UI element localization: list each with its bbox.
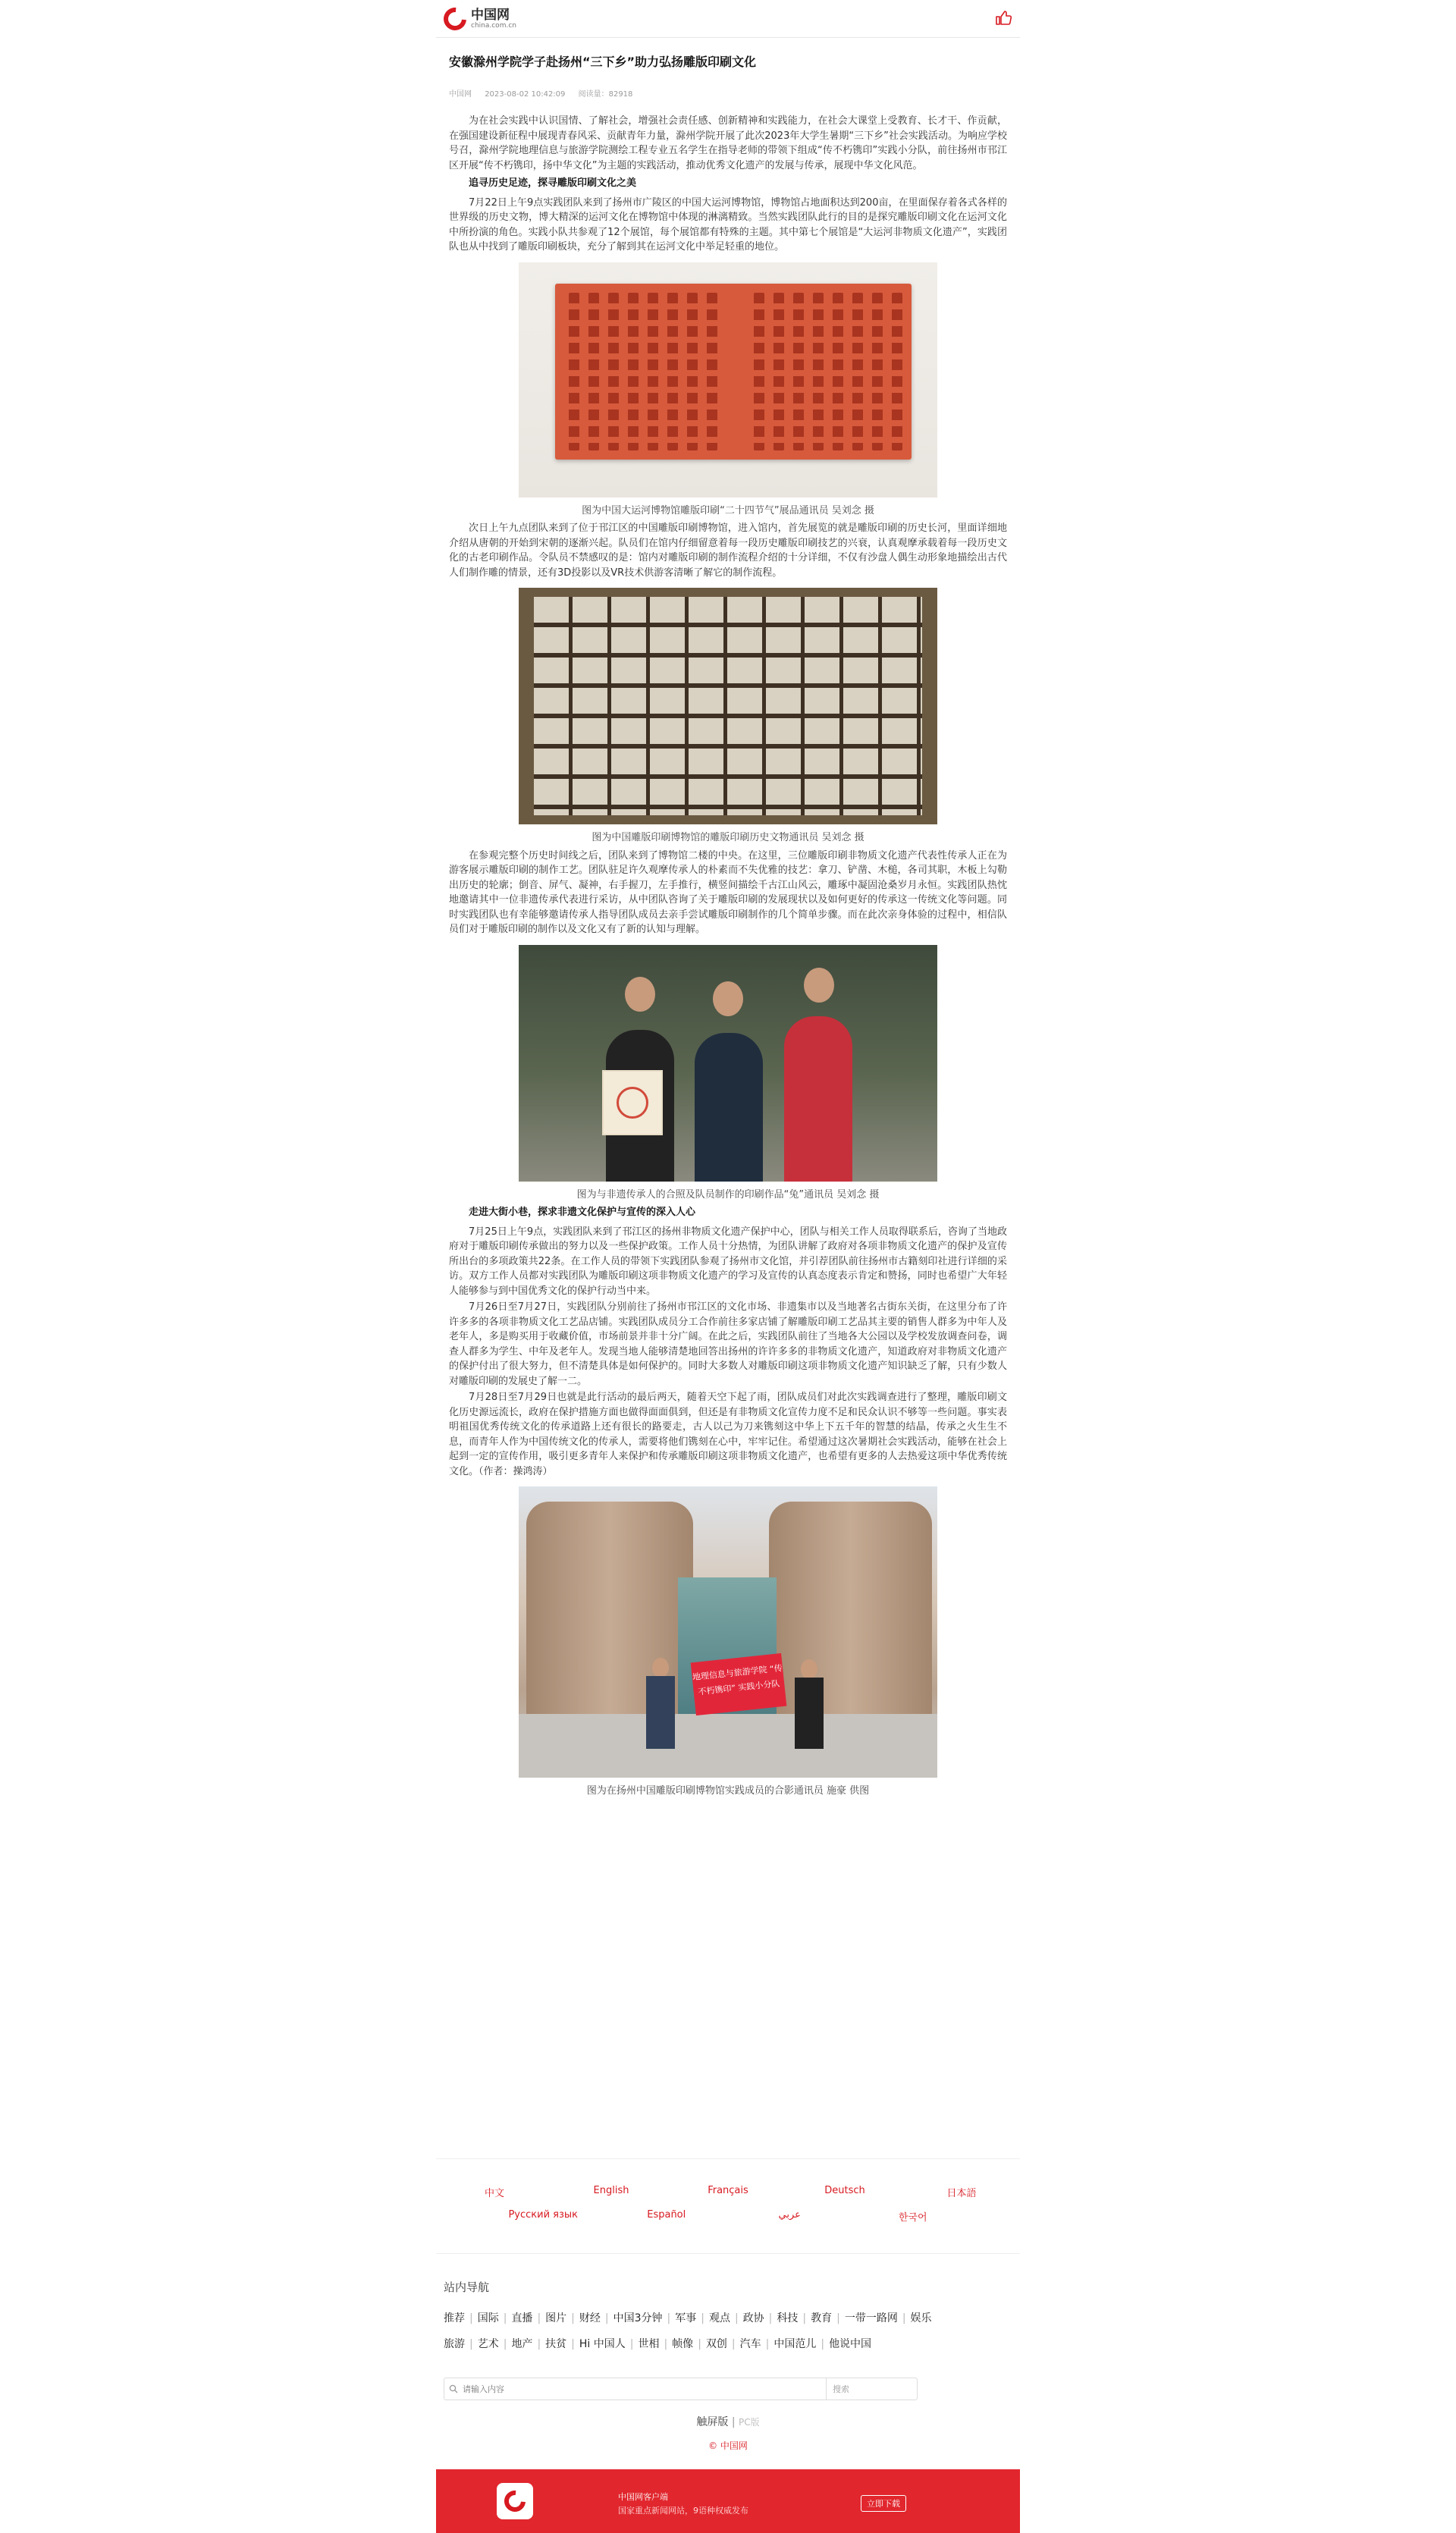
lang-link[interactable]: عربي <box>778 2209 801 2221</box>
nav-link[interactable]: | 财经 <box>571 2305 601 2331</box>
print-artwork-image <box>602 1070 663 1135</box>
site-nav-title: 站内导航 <box>444 2280 490 2294</box>
site-nav-row <box>444 2305 1012 2331</box>
nav-link[interactable]: | 国际 <box>469 2305 499 2331</box>
lang-link[interactable]: Deutsch <box>824 2185 865 2196</box>
app-name: 中国网客户端 <box>618 2492 668 2502</box>
article-source: 中国网 <box>449 90 472 99</box>
paragraph: 为在社会实践中认识国情、了解社会，增强社会责任感、创新精神和实践能力，在社会大课堂上受教育、长才干、作贡献，在强国建设新征程中展现青春风采、贡献青年力量，滁州学院开展了此次2023年大学生暑期“三下乡”社会实践活动。为响应学校号召，滁州学院地理信息与旅游学院测绘工程专业五名学生在指导老师的带领下组成“传不朽镌印”实践小分队，前往扬州市邗江区开展“传不朽镌印，扬中华文化”为主题的实践活动，推动优秀文化遗产的发展与传承，展现中华文化风范。 <box>449 115 1007 171</box>
article-read-count: 阅读量：82918 <box>578 90 633 99</box>
lang-link[interactable]: 日本語 <box>946 2188 977 2199</box>
paragraph: 7月22日上午9点实践团队来到了扬州市广陵区的中国大运河博物馆，博物馆占地面积达到200亩，在里面保存着各式各样的世界级的历史文物，博大精深的运河文化在博物馆中体现的淋漓精致。当然实践团队此行的目的是探究雕版印刷文化在运河文化中所扮演的角色。实践小队共参观了12个展馆，每个展馆都有特殊的主题。其中第七个展馆是“大运河非物质文化遗产”，实践团队也从中找到了雕版印刷板块，充分了解到其在运河文化中举足轻重的地位。 <box>449 196 1007 253</box>
lang-link[interactable]: Français <box>708 2185 748 2196</box>
app-download-button[interactable]: 立即下载 <box>861 2495 906 2512</box>
nav-link[interactable]: | Hi 中国人 <box>571 2331 626 2357</box>
logo-text <box>471 8 516 30</box>
nav-link[interactable]: | 他说中国 <box>821 2331 871 2357</box>
version-switch <box>436 2414 1020 2429</box>
app-desc: 国家重点新闻网站，9语种权威发布 <box>618 2506 748 2516</box>
person <box>795 1678 824 1749</box>
search-icon <box>444 2384 463 2393</box>
person-head <box>713 981 743 1016</box>
photo-caption: 图为与非遗传承人的合照及队员制作的印刷作品“兔”通讯员 吴刘念 摄 <box>576 1188 880 1201</box>
nav-link[interactable]: | 中国范儿 <box>766 2331 817 2357</box>
nav-link[interactable]: | 教育 <box>802 2305 832 2331</box>
photo-group-with-inheritor <box>519 945 937 1182</box>
language-links <box>436 2158 1020 2254</box>
nav-link[interactable]: 推荐 <box>444 2312 465 2324</box>
paragraph: 7月28日至7月29日也就是此行活动的最后两天，随着天空下起了雨，团队成员们对此次实践调查进行了整理，雕版印刷文化历史源远流长，政府在保护措施方面也做得面面俱到，但还是有非物质文化宣传力度不足和民众认识不够等一些问题。事实表明祖国优秀传统文化的传承道路上还有很长的路要走，古人以己为刀来镌刻这中华上下五千年的智慧的结晶，传承之火生生不息，而青年人作为中国传统文化的传承人，需要将他们镌刻在心中，牢牢记住。希望通过这次暑期社会实践活动，能够在社会上起到一定的宣传作用，吸引更多青年人来保护和传承雕版印刷这项非物质文化遗产，也希望有更多的人去热爱这项中华优秀传统文化。（作者：操鸿涛） <box>449 1392 1007 1477</box>
nav-link[interactable]: | 汽车 <box>732 2331 761 2357</box>
lang-link[interactable]: 한국어 <box>898 2212 927 2224</box>
photo-movable-type <box>519 588 937 824</box>
nav-link[interactable]: | 娱乐 <box>902 2305 932 2331</box>
logo-name: 中国网 <box>471 7 510 23</box>
app-logo-icon <box>497 2483 533 2519</box>
museum-building-right <box>769 1502 932 1714</box>
page <box>436 0 1020 2533</box>
team-banner: 地理信息与旅游学院 “传不朽镌印” 实践小分队 <box>691 1653 787 1715</box>
search-button[interactable]: 搜索 <box>826 2378 917 2400</box>
person-head <box>804 968 834 1003</box>
article-body <box>449 114 1007 1802</box>
top-bar <box>436 0 1020 38</box>
nav-link[interactable]: | 双创 <box>698 2331 727 2357</box>
section-heading: 追寻历史足迹，探寻雕版印刷文化之美 <box>469 177 637 189</box>
site-logo[interactable] <box>444 6 535 32</box>
article-title: 安徽滁州学院学子赴扬州“三下乡”助力弘扬雕版印刷文化 <box>449 55 757 69</box>
logo-domain: china.com.cn <box>471 21 516 30</box>
person-head <box>652 1658 669 1678</box>
lang-link[interactable]: 中文 <box>484 2188 504 2199</box>
nav-link[interactable]: | 艺术 <box>469 2331 499 2357</box>
photo-caption: 图为中国大运河博物馆雕版印刷“二十四节气”展品通讯员 吴刘念 摄 <box>582 504 874 516</box>
search-box <box>444 2378 918 2400</box>
photo-caption: 图为在扬州中国雕版印刷博物馆实践成员的合影通讯员 施豪 供图 <box>586 1785 870 1797</box>
person-head <box>625 977 655 1012</box>
paragraph: 在参观完整个历史时间线之后，团队来到了博物馆二楼的中央。在这里，三位雕版印刷非物质文化遗产代表性传承人正在为游客展示雕版印刷的制作工艺。团队驻足许久观摩传承人的朴素而不失优雅的技艺：拿刀、铲凿、木槌，各司其职，木板上勾勒出历史的轮廓；倒音、屏气、凝神，右手握刀，左手推行，横竖间描绘千古江山风云，雕琢中凝固沧桑岁月永恒。实践团队热忱地邀请其中一位非遗传承代表进行采访，从中团队咨询了关于雕版印刷的发展现状以及如何更好的传承这一传统文化等问题。同时实践团队也有幸能够邀请传承人指导团队成员去亲手尝试雕版印刷制作的几个简单步骤。而在此次亲身体验的过程中，相信队员们对于雕版印刷的制作以及文化又有了新的认知与理解。 <box>449 849 1007 935</box>
site-nav <box>444 2305 1012 2357</box>
article-datetime: 2023-08-02 10:42:09 <box>485 90 566 99</box>
paragraph: 次日上午九点团队来到了位于邗江区的中国雕版印刷博物馆，进入馆内，首先展览的就是雕版印刷的历史长河，里面详细地介绍从唐朝的开始到宋朝的逐渐兴起。队员们在馆内仔细留意着每一段历史雕版印刷技艺的兴衰，认真观摩承载着每一段历史文化的古老印刷作品。令队员不禁感叹的是：馆内对雕版印刷的制作流程介绍的十分详细，不仅有沙盘人偶生动形象地描绘出古代人们制作雕的情景，还有3D投影以及VR技术供游客清晰了解它的制作流程。 <box>449 523 1007 579</box>
copyright: © 中国网 <box>708 2440 748 2451</box>
touch-version-link[interactable]: 触屏版 <box>696 2416 729 2428</box>
person <box>646 1676 675 1749</box>
nav-link[interactable]: | 中国3分钟 <box>605 2305 663 2331</box>
nav-link[interactable]: | 观点 <box>701 2305 730 2331</box>
lang-link[interactable]: Русский язык <box>508 2209 579 2221</box>
person-head <box>801 1659 817 1679</box>
nav-link[interactable]: 旅游 <box>444 2338 465 2350</box>
article-meta <box>449 87 1007 99</box>
site-nav-row <box>444 2331 1012 2357</box>
version-separator: | <box>731 2416 736 2428</box>
pc-version-link[interactable]: PC版 <box>739 2417 760 2428</box>
nav-link[interactable]: | 扶贫 <box>537 2331 566 2357</box>
paragraph: 7月26日至7月27日，实践团队分别前往了扬州市邗江区的文化市场、非遗集市以及当地著名古街东关街，在这里分布了许许多多的各项非物质文化工艺品店铺。实践团队成员分工合作前往多家店铺了解雕版印刷工艺品其主要的销售人群多为中年人及老年人，多是购买用于收藏价值，市场前景并非十分广阔。在此之后，实践团队前往了当地各大公园以及学校发放调查问卷，调查人群多为学生、中年及老年人。发现当地人能够清楚地回答出扬州的许许多多的非物质文化遗产，知道政府对非物质文化遗产的保护付出了很大努力，但不清楚具体是如何保护的。同时大多数人对雕版印刷这项非物质文化遗产知识缺乏了解，只有少数人对雕版印刷的发展史了解一二。 <box>449 1301 1007 1387</box>
printing-block-image <box>555 284 912 460</box>
movable-type-grid-image <box>534 597 922 815</box>
nav-link[interactable]: | 世相 <box>630 2331 660 2357</box>
person <box>784 1016 852 1182</box>
person <box>695 1033 763 1182</box>
nav-link[interactable]: | 军事 <box>667 2305 697 2331</box>
search-input[interactable] <box>463 2379 826 2399</box>
nav-link[interactable]: | 图片 <box>537 2305 566 2331</box>
nav-link[interactable]: | 帧像 <box>664 2331 693 2357</box>
nav-link[interactable]: | 直播 <box>504 2305 533 2331</box>
lang-link[interactable]: Español <box>647 2209 686 2221</box>
photo-caption: 图为中国雕版印刷博物馆的雕版印刷历史文物通讯员 吴刘念 摄 <box>592 832 864 843</box>
paragraph: 7月25日上午9点，实践团队来到了邗江区的扬州非物质文化遗产保护中心，团队与相关工作人员取得联系后，咨询了当地政府对于雕版印刷传承做出的努力以及一些保护政策。工作人员十分热情，为团队讲解了政府对各项非物质文化遗产的保护及宣传所出台的多项政策共22条。在工作人员的带领下实践团队参观了扬州市文化馆，并引荐团队前往扬州市古籍刻印社进行详细的采访。双方工作人员都对实践团队为雕版印刷这项非物质文化遗产的学习及宣传的认真态度表示肯定和赞扬，同时也希望广大年轻人能够参与到中国优秀文化的保护行动当中来。 <box>449 1226 1007 1297</box>
nav-link[interactable]: | 一带一路网 <box>836 2305 898 2331</box>
thumbs-up-icon <box>994 9 1012 27</box>
lang-link[interactable]: English <box>593 2185 629 2196</box>
like-button[interactable] <box>993 8 1014 29</box>
photo-printing-exhibit <box>519 262 937 497</box>
nav-link[interactable]: | 科技 <box>769 2305 799 2331</box>
section-heading: 走进大街小巷，探求非遗文化保护与宣传的深入人心 <box>469 1207 696 1218</box>
nav-link[interactable]: | 地产 <box>504 2331 533 2357</box>
nav-link[interactable]: | 政协 <box>735 2305 764 2331</box>
china-com-cn-logo-icon <box>439 3 471 35</box>
photo-team-at-museum <box>519 1486 937 1778</box>
app-download-bar <box>436 2469 1020 2533</box>
